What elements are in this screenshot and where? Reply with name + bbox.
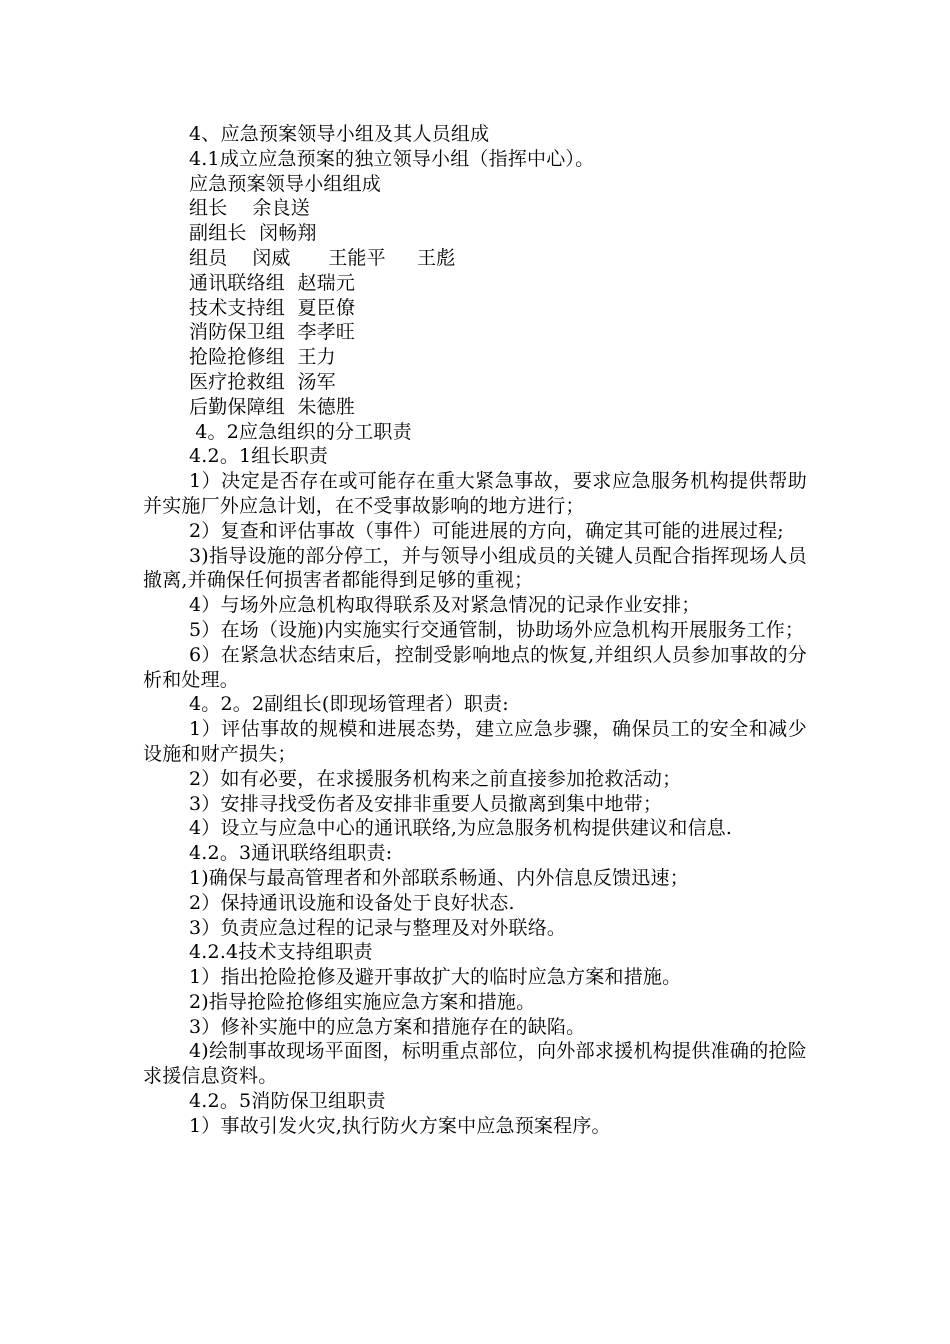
section-heading-425: 4.2。5消防保卫组职责 — [189, 1090, 386, 1113]
paragraph: 5）在场（设施)内实施实行交通管制，协助场外应急机构开展服务工作； — [189, 618, 805, 641]
group-title: 应急预案领导小组组成 — [189, 172, 382, 195]
paragraph: 4）与场外应急机构取得联系及对紧急情况的记录作业安排； — [189, 594, 701, 617]
paragraph: 3)指导设施的部分停工，并与领导小组成员的关键人员配合指挥现场人员撤离,并确保任何损害者都能得到足够的重视； — [143, 544, 807, 592]
roster-logistics-group: 后勤保障组 朱德胜 — [189, 395, 356, 418]
paragraph: 4)绘制事故现场平面图，标明重点部位，向外部求援机构提供准确的抢险求援信息资料。 — [143, 1040, 807, 1088]
section-heading-424: 4.2.4技术支持组职责 — [189, 941, 373, 964]
paragraph: 1）决定是否存在或可能存在重大紧急事故，要求应急服务机构提供帮助并实施厂外应急计划，在不受事故影响的地方进行； — [143, 470, 807, 517]
section-heading-421: 4.2。1组长职责 — [189, 445, 329, 468]
paragraph: 2）如有必要，在求援服务机构来之前直接参加抢救活动； — [189, 767, 682, 790]
paragraph: 1）事故引发火灾,执行防火方案中应急预案程序。 — [189, 1114, 611, 1137]
roster-leader: 组长 余良送 — [189, 197, 310, 220]
section-heading-42: 4。2应急组织的分工职责 — [189, 420, 412, 443]
section-heading: 4、应急预案领导小组及其人员组成 — [189, 123, 490, 145]
section-heading-422: 4。2。2副组长(即现场管理者）职责: — [189, 693, 509, 716]
paragraph: 4）设立与应急中心的通讯联络,为应急服务机构提供建议和信息. — [189, 817, 733, 840]
paragraph: 6）在紧急状态结束后，控制受影响地点的恢复,并组织人员参加事故的分析和处理。 — [143, 643, 807, 691]
paragraph: 3）修补实施中的应急方案和措施存在的缺陷。 — [189, 1015, 586, 1038]
paragraph: 2)指导抢险抢修组实施应急方案和措施。 — [189, 990, 536, 1013]
paragraph: 1）评估事故的规模和进展态势，建立应急步骤，确保员工的安全和减少设施和财产损失； — [143, 718, 807, 765]
roster-fire-group: 消防保卫组 李孝旺 — [189, 321, 356, 344]
roster-medical-group: 医疗抢救组 汤军 — [189, 370, 336, 393]
section-heading-423: 4.2。3通讯联络组职责: — [189, 842, 393, 865]
roster-members: 组员 闵威 王能平 王彪 — [189, 246, 456, 269]
paragraph: 2）复查和评估事故（事件）可能进展的方向，确定其可能的进展过程; — [189, 519, 784, 542]
roster-rescue-group: 抢险抢修组 王力 — [189, 346, 336, 369]
subsection-heading: 4.1成立应急预案的独立领导小组（指挥中心）。 — [189, 147, 595, 170]
paragraph: 2）保持通讯设施和设备处于良好状态. — [189, 891, 515, 914]
roster-comm-group: 通讯联络组 赵瑞元 — [189, 271, 356, 294]
document-body — [143, 122, 807, 1139]
roster-tech-group: 技术支持组 夏臣僚 — [189, 296, 356, 319]
roster-deputy: 副组长 闵畅翔 — [189, 222, 317, 245]
paragraph: 3）安排寻找受伤者及安排非重要人员撤离到集中地带； — [189, 792, 663, 815]
paragraph: 1)确保与最高管理者和外部联系畅通、内外信息反馈迅速； — [189, 866, 689, 889]
paragraph: 3）负责应急过程的记录与整理及对外联络。 — [189, 916, 567, 939]
paragraph: 1）指出抢险抢修及避开事故扩大的临时应急方案和措施。 — [189, 966, 682, 989]
